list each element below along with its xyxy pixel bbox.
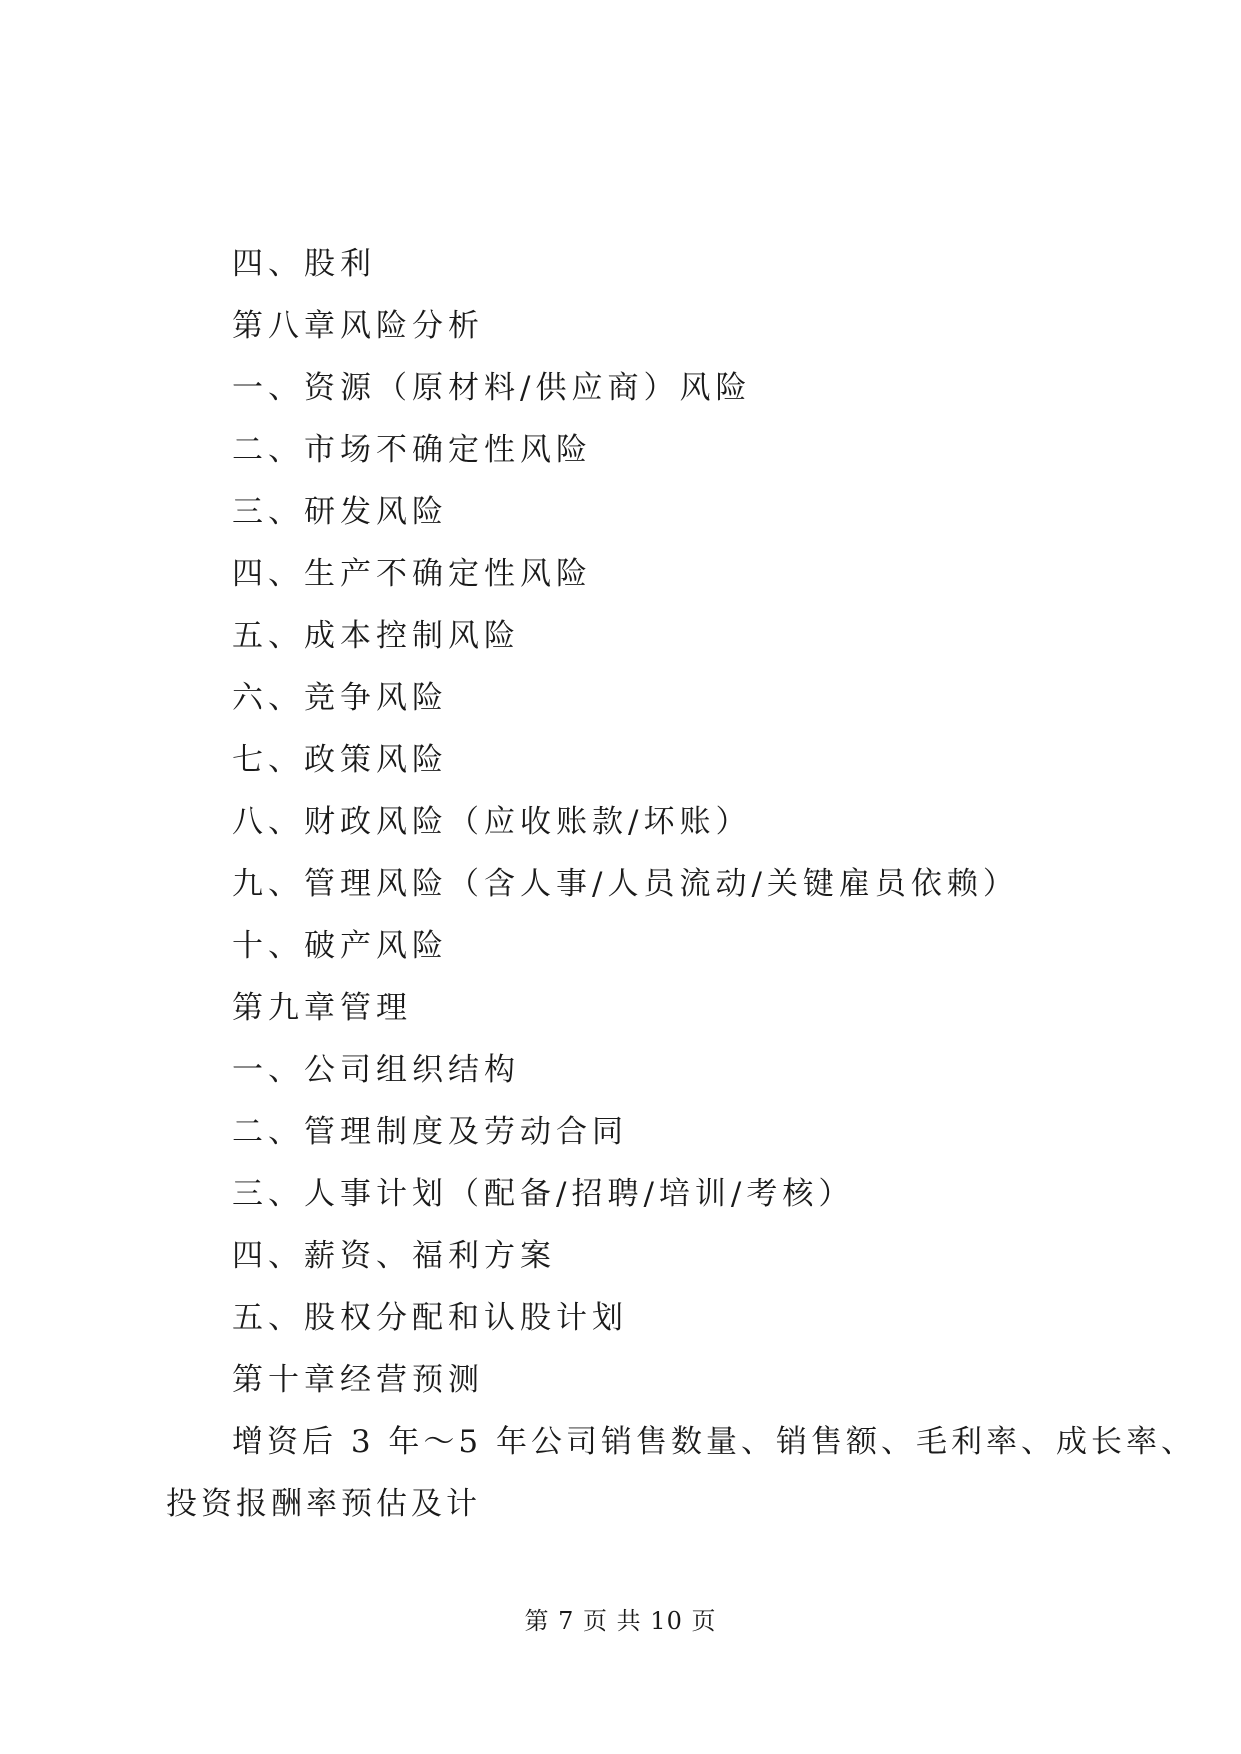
list-item: 三、人事计划（配备/招聘/培训/考核） [232, 1176, 855, 1212]
list-item: 六、竞争风险 [232, 680, 448, 716]
list-item: 五、股权分配和认股计划 [232, 1300, 628, 1336]
list-item: 二、市场不确定性风险 [232, 432, 592, 468]
list-item: 十、破产风险 [232, 928, 448, 964]
heading-dividends: 四、股利 [232, 246, 376, 282]
list-item: 五、成本控制风险 [232, 618, 520, 654]
paragraph-line-2: 投资报酬率预估及计 [166, 1486, 481, 1522]
paragraph-line-1: 增资后 3 年～5 年公司销售数量、销售额、毛利率、成长率、 [232, 1424, 1197, 1460]
list-item: 四、生产不确定性风险 [232, 556, 592, 592]
list-item: 八、财政风险（应收账款/坏账） [232, 804, 752, 840]
list-item: 四、薪资、福利方案 [232, 1238, 556, 1274]
chapter-10-title: 第十章经营预测 [232, 1362, 484, 1398]
page-number-footer: 第 7 页 共 10 页 [524, 1607, 717, 1635]
chapter-9-title: 第九章管理 [232, 990, 412, 1026]
list-item: 九、管理风险（含人事/人员流动/关键雇员依赖） [232, 866, 1019, 902]
list-item: 七、政策风险 [232, 742, 448, 778]
list-item: 一、公司组织结构 [232, 1052, 520, 1088]
list-item: 三、研发风险 [232, 494, 448, 530]
chapter-8-title: 第八章风险分析 [232, 308, 484, 344]
list-item: 一、资源（原材料/供应商）风险 [232, 370, 752, 406]
list-item: 二、管理制度及劳动合同 [232, 1114, 628, 1150]
document-body [0, 233, 1241, 1535]
